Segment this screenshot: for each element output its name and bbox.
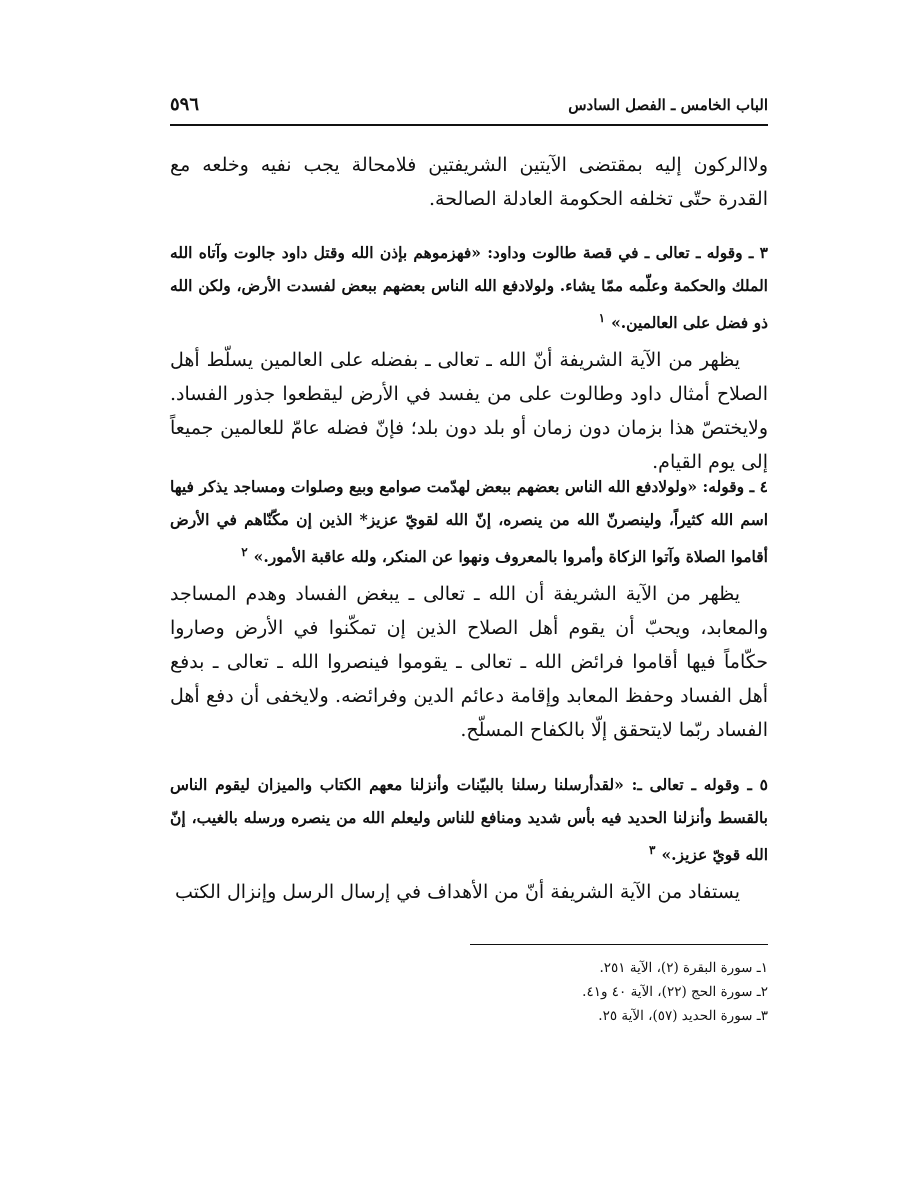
footnote-3: ٣ـ سورة الحديد (٥٧)، الآية ٢٥. [598, 1008, 768, 1024]
chapter-title: الباب الخامس ـ الفصل السادس [568, 96, 768, 114]
item3-footnote-ref: ١ [598, 311, 606, 325]
item4-block [170, 470, 768, 747]
item5-quote [170, 768, 768, 871]
item3-block [170, 236, 768, 479]
item4-quote [170, 470, 768, 573]
item4-quote-text: ٤ ـ وقوله: «ولولادفع الله الناس بعضهم ببعض لهدّمت صوامع وبيع وصلوات ومساجد يذكر فيها اسم الله كثيراً، ولينصرنّ الله من ينصره، إنّ الله لقويّ عزيز* الذين إن مكّنّاهم في الأرض أقاموا الصلاة وآتوا الزكاة وأمروا بالمعروف ونهوا عن المنكر، ولله عاقبة الأمور.» [170, 477, 768, 567]
item3-commentary: يظهر من الآية الشريفة أنّ الله ـ تعالى ـ بفضله على العالمين يسلّط أهل الصلاح أمثال داود وطالوت على من يفسد في الأرض ليقطعوا جذور الفساد. ولايختصّ هذا بزمان دون زمان أو بلد دون بلد؛ فإنّ فضله عامّ للعالمين جميعاً إلى يوم القيام. [170, 349, 768, 474]
item3-quote-text: ٣ ـ وقوله ـ تعالى ـ في قصة طالوت وداود: «فهزموهم بإذن الله وقتل داود جالوت وآتاه الله الملك والحكمة وعلّمه ممّا يشاء. ولولادفع الله الناس بعضهم ببعض لفسدت الأرض، ولكن الله ذو فضل على العالمين.» [170, 243, 768, 333]
page-number: ٥٩٦ [170, 94, 200, 115]
item4-commentary: يظهر من الآية الشريفة أن الله ـ تعالى ـ يبغض الفساد وهدم المساجد والمعابد، ويحبّ أن يقوم أهل الصلاح الذين إن تمكّنوا في الأرض وصاروا حكّاماً فيها أقاموا فرائض الله ـ تعالى ـ يقوموا فينصروا الله ـ تعالى ـ بدفع أهل الفساد وحفظ المعابد وإقامة دعائم الدين وفرائضه. ولايخفى أن دفع أهل الفساد ربّما لايتحقق إلّا بالكفاح المسلّح. [170, 583, 768, 742]
running-header [170, 92, 768, 126]
footnote-2: ٢ـ سورة الحج (٢٢)، الآية ٤٠ و٤١. [582, 984, 768, 1000]
item5-footnote-ref: ٣ [648, 843, 656, 857]
item3-quote [170, 236, 768, 339]
footnotes [470, 956, 768, 1028]
item5-quote-text: ٥ ـ وقوله ـ تعالى ـ: «لقدأرسلنا رسلنا بالبيّنات وأنزلنا معهم الكتاب والميزان ليقوم الناس بالقسط وأنزلنا الحديد فيه بأس شديد ومنافع للناس وليعلم الله من ينصره ورسله بالغيب، إنّ الله قويّ عزيز.» [170, 775, 768, 865]
intro-paragraph: ولاالركون إليه بمقتضى الآيتين الشريفتين فلامحالة يجب نفيه وخلعه مع القدرة حتّى تخلفه الحكومة العادلة الصالحة. [170, 154, 768, 210]
footnote-divider [470, 944, 768, 945]
item5-commentary: يستفاد من الآية الشريفة أنّ من الأهداف في إرسال الرسل وإنزال الكتب [174, 881, 740, 904]
intro-block [170, 148, 768, 216]
footnote-1: ١ـ سورة البقرة (٢)، الآية ٢٥١. [599, 960, 768, 976]
item4-footnote-ref: ٢ [241, 545, 248, 559]
item5-block [170, 768, 768, 909]
